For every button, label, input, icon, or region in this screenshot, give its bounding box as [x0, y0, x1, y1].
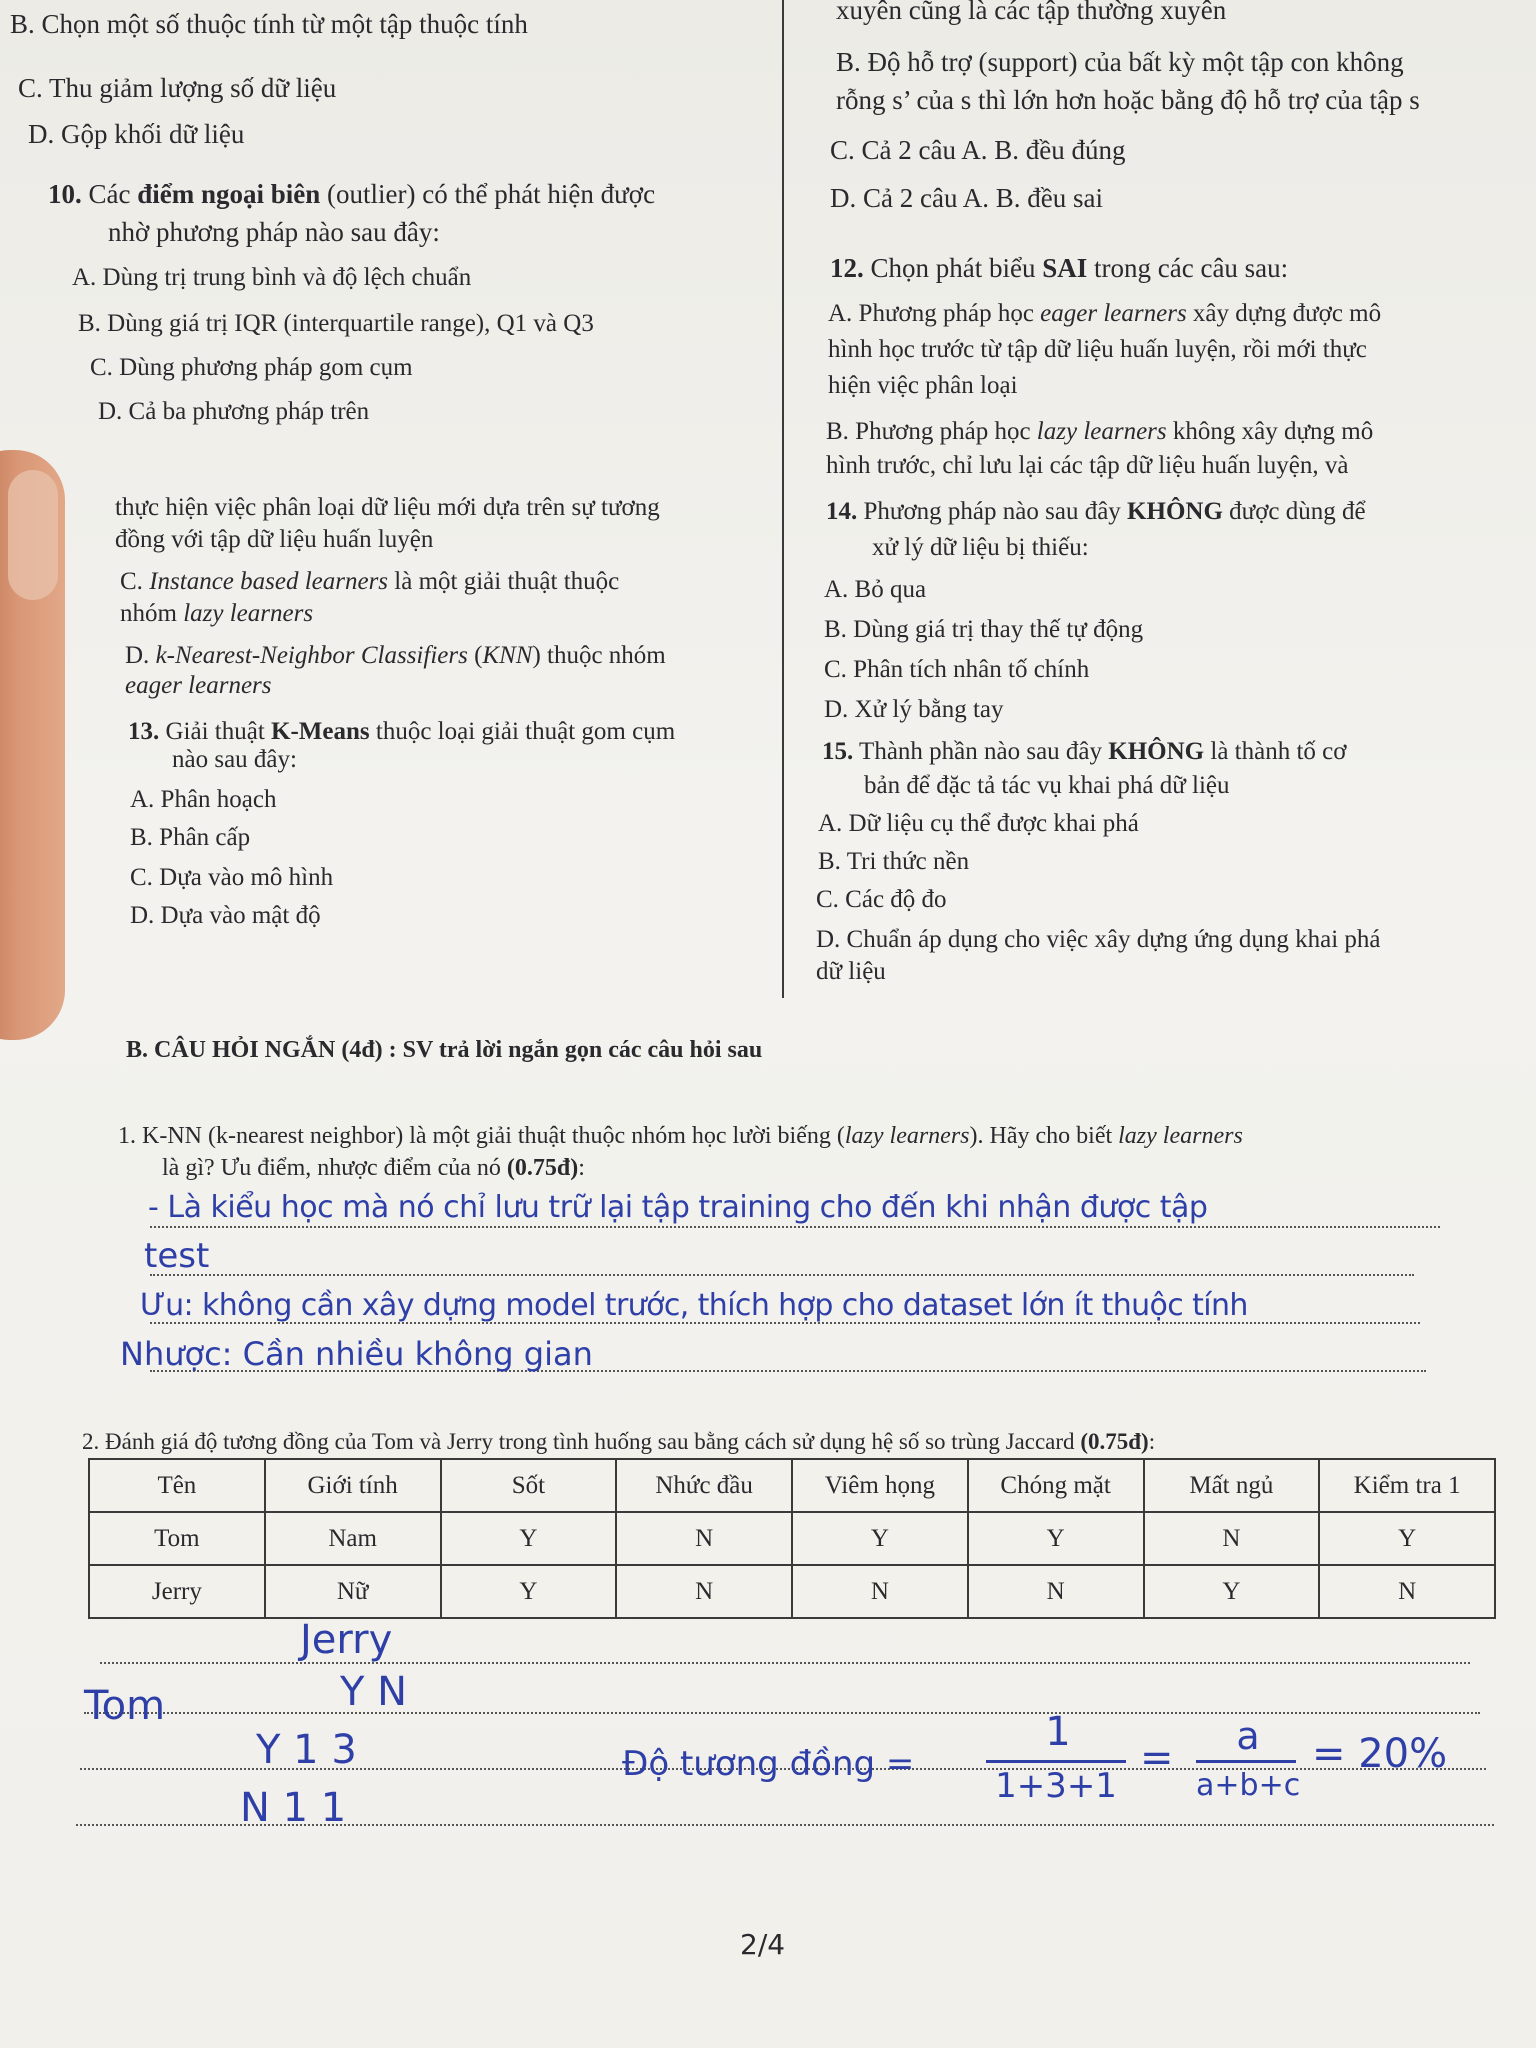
table-cell: N	[968, 1565, 1144, 1618]
handwritten-result: = 20%	[1312, 1731, 1448, 1777]
table-cell: N	[792, 1565, 968, 1618]
q12-continued-line1: thực hiện việc phân loại dữ liệu mới dựa trên sự tương	[115, 494, 660, 521]
q15-option-c: C. Các độ đo	[816, 886, 947, 913]
table-cell: Y	[1319, 1512, 1495, 1565]
table-cell: N	[616, 1512, 792, 1565]
q15-line2: bản để đặc tả tác vụ khai phá dữ liệu	[864, 772, 1230, 799]
handwritten-answer-line1: - Là kiểu học mà nó chỉ lưu trữ lại tập training cho đến khi nhận được tập	[148, 1190, 1208, 1225]
q10-text-post: (outlier) có thể phát hiện được	[320, 179, 656, 209]
q1-line2-post: :	[578, 1155, 585, 1181]
handwritten-jerry: Jerry	[300, 1617, 393, 1663]
q14-option-c: C. Phân tích nhân tố chính	[824, 656, 1090, 683]
table-cell: Nam	[265, 1512, 441, 1565]
q1-line2	[162, 1152, 585, 1184]
jaccard-table	[88, 1458, 1496, 1619]
q10-option-d: D. Cả ba phương pháp trên	[98, 398, 370, 425]
q12-option-a-line2: hình học trước từ tập dữ liệu huấn luyện, rồi mới thực	[828, 336, 1367, 363]
q10-line2: nhờ phương pháp nào sau đây:	[108, 217, 440, 247]
table-header-cell: Sốt	[441, 1459, 617, 1512]
q9-option-c: C. Thu giảm lượng số dữ liệu	[18, 73, 337, 103]
q12-text-pre: Chọn phát biểu	[863, 253, 1043, 283]
table-row	[89, 1512, 1495, 1565]
table-header-cell: Nhức đầu	[616, 1459, 792, 1512]
table-header-cell: Kiểm tra 1	[1319, 1459, 1495, 1512]
q11-option-d: D. Cả 2 câu A. B. đều sai	[830, 183, 1103, 213]
q12-text-post: trong các câu sau:	[1087, 253, 1289, 283]
q12-d-pre: D.	[125, 642, 156, 669]
table-cell: Jerry	[89, 1565, 265, 1618]
q14-question	[826, 496, 1366, 528]
handwritten-frac1-den: 1+3+1	[995, 1766, 1117, 1806]
q12-c-line2-pre: nhóm	[120, 600, 184, 627]
q10-option-c: C. Dùng phương pháp gom cụm	[90, 354, 413, 381]
q12-option-d	[125, 640, 666, 672]
table-cell: N	[1319, 1565, 1495, 1618]
q12-text-bold: SAI	[1042, 253, 1088, 283]
q13-line2: nào sau đây:	[172, 746, 297, 773]
q15-option-a: A. Dữ liệu cụ thể được khai phá	[818, 810, 1139, 837]
table-cell: N	[616, 1565, 792, 1618]
q9-option-d: D. Gộp khối dữ liệu	[28, 119, 245, 149]
q12-d-mid: (	[467, 642, 483, 669]
handwritten-answer-line4: Nhược: Cần nhiều không gian	[120, 1335, 593, 1373]
answer-line	[150, 1274, 1414, 1276]
table-header-cell: Viêm họng	[792, 1459, 968, 1512]
q12-option-b-line1	[826, 416, 1373, 448]
answer-line	[84, 1712, 1480, 1714]
q12-d-italic: k-Nearest-Neighbor Classifiers	[155, 642, 468, 669]
q12-c-post: là một giải thuật thuộc	[388, 568, 620, 595]
q15-question	[822, 736, 1346, 768]
table-header-cell: Mất ngủ	[1144, 1459, 1320, 1512]
q12-b1-italic: lazy learners	[1036, 418, 1167, 445]
q2-line-pre: 2. Đánh giá độ tương đồng của Tom và Jerry trong tình huống sau bằng cách sử dụng hệ số so trùng Jaccard	[82, 1429, 1081, 1454]
q14-option-a: A. Bỏ qua	[824, 576, 927, 603]
thumbnail-nail	[8, 470, 58, 600]
q15-text-post: là thành tố cơ	[1204, 738, 1347, 765]
q13-option-c: C. Dựa vào mô hình	[130, 864, 334, 891]
q11-option-b-line2: rỗng s’ của s thì lớn hơn hoặc bằng độ hỗ trợ của tập s	[836, 85, 1420, 115]
q15-option-d-line2: dữ liệu	[816, 958, 886, 985]
q11-option-c: C. Cả 2 câu A. B. đều đúng	[830, 135, 1126, 165]
handwritten-row-y: Y 1 3	[256, 1727, 357, 1773]
q15-number: 15.	[822, 738, 854, 765]
q2-line	[82, 1426, 1155, 1458]
section-b-title: B. CÂU HỎI NGẮN (4đ) : SV trả lời ngắn gọn các câu hỏi sau	[126, 1037, 763, 1063]
q2-line-post: :	[1148, 1429, 1156, 1454]
q15-option-d-line1: D. Chuẩn áp dụng cho việc xây dựng ứng dụng khai phá	[816, 926, 1381, 953]
q15-option-b: B. Tri thức nền	[818, 848, 970, 875]
q12-c-italic: Instance based learners	[149, 568, 389, 595]
handwritten-answer-line3: Ưu: không cần xây dựng model trước, thích hợp cho dataset lớn ít thuộc tính	[140, 1288, 1248, 1323]
q12-c-line2-italic: lazy learners	[183, 600, 314, 627]
q14-text-post: được dùng để	[1222, 498, 1366, 525]
q1-line2-bold: (0.75đ)	[506, 1155, 579, 1181]
table-cell: Tom	[89, 1512, 265, 1565]
handwritten-frac1-num: 1	[1045, 1709, 1071, 1755]
fraction-bar	[986, 1760, 1126, 1763]
q10-question	[48, 178, 655, 210]
q12-d-italic2: KNN	[482, 642, 533, 669]
q12-a1-italic: eager learners	[1040, 300, 1187, 327]
handwritten-formula-label: Độ tương đồng =	[622, 1744, 915, 1784]
q1-line1-mid: ). Hãy cho biết	[969, 1123, 1119, 1149]
fraction-bar	[1196, 1760, 1296, 1763]
table-cell: Y	[441, 1565, 617, 1618]
q12-option-a-line3: hiện việc phân loại	[828, 372, 1018, 399]
q13-text-pre: Giải thuật	[159, 718, 272, 745]
q1-line2-pre: là gì? Ưu điểm, nhược điểm của nó	[162, 1155, 507, 1181]
handwritten-tom: Tom	[84, 1683, 166, 1729]
q12-b1-post: không xây dựng mô	[1166, 418, 1374, 445]
q12-question	[830, 252, 1288, 284]
handwritten-row-n: N 1 1	[240, 1785, 347, 1831]
q13-option-a: A. Phân hoạch	[130, 786, 277, 813]
q14-text-pre: Phương pháp nào sau đây	[857, 498, 1128, 525]
q10-text-pre: Các	[88, 179, 138, 209]
q12-a1-post: xây dựng được mô	[1186, 300, 1382, 327]
q12-continued-line2: đồng với tập dữ liệu huấn luyện	[115, 526, 434, 553]
table-cell: Y	[441, 1512, 617, 1565]
q1-line1	[118, 1120, 1243, 1152]
q12-option-c	[120, 566, 619, 598]
handwritten-answer-line2: test	[144, 1236, 210, 1276]
q1-line1-italic: lazy learners	[844, 1123, 970, 1149]
q14-line2: xử lý dữ liệu bị thiếu:	[872, 534, 1089, 561]
q10-option-b: B. Dùng giá trị IQR (interquartile range), Q1 và Q3	[78, 310, 594, 337]
column-divider	[782, 0, 784, 998]
q15-text-pre: Thành phần nào sau đây	[853, 738, 1109, 765]
q13-text-post: thuộc loại giải thuật gom cụm	[369, 718, 676, 745]
q10-option-a: A. Dùng trị trung bình và độ lệch chuẩn	[72, 264, 472, 291]
q9-option-b: B. Chọn một số thuộc tính từ một tập thuộc tính	[10, 9, 528, 39]
q12-d-post: ) thuộc nhóm	[532, 642, 666, 669]
q10-text-bold: điểm ngoại biên	[137, 179, 321, 209]
q1-line1-pre: 1. K-NN (k-nearest neighbor) là một giải thuật thuộc nhóm học lười biếng (	[118, 1123, 845, 1149]
handwritten-yn-header: Y N	[340, 1669, 408, 1715]
q12-option-b-line2: hình trước, chỉ lưu lại các tập dữ liệu huấn luyện, và	[826, 452, 1349, 479]
q11-option-b-line1: B. Độ hỗ trợ (support) của bất kỳ một tập con không	[836, 47, 1404, 77]
q10-number: 10.	[48, 179, 82, 209]
q14-number: 14.	[826, 498, 858, 525]
table-cell: Nữ	[265, 1565, 441, 1618]
table-header-row	[89, 1459, 1495, 1512]
q13-option-d: D. Dựa vào mật độ	[130, 902, 321, 929]
q12-b1-pre: B. Phương pháp học	[826, 418, 1037, 445]
table-cell: Y	[968, 1512, 1144, 1565]
q15-text-bold: KHÔNG	[1108, 738, 1205, 765]
q13-number: 13.	[128, 718, 160, 745]
q13-option-b: B. Phân cấp	[130, 824, 251, 851]
handwritten-equals: =	[1140, 1735, 1174, 1781]
table-header-cell: Chóng mặt	[968, 1459, 1144, 1512]
q2-line-bold: (0.75đ)	[1080, 1429, 1149, 1454]
q12-c-pre: C.	[120, 568, 150, 595]
table-header-cell: Giới tính	[265, 1459, 441, 1512]
q12-option-c-line2	[120, 598, 313, 630]
table-header-cell: Tên	[89, 1459, 265, 1512]
table-cell: Y	[792, 1512, 968, 1565]
q14-option-d: D. Xử lý bằng tay	[824, 696, 1004, 723]
q12-number: 12.	[830, 253, 864, 283]
q13-text-bold: K-Means	[271, 718, 370, 745]
handwritten-frac2-num: a	[1236, 1714, 1260, 1758]
q12-option-a-line1	[828, 298, 1381, 330]
q14-text-bold: KHÔNG	[1127, 498, 1223, 525]
q1-line1-italic2: lazy learners	[1118, 1123, 1243, 1149]
q12-option-d-line2: eager learners	[125, 672, 272, 699]
q12-a1-pre: A. Phương pháp học	[828, 300, 1041, 327]
q14-option-b: B. Dùng giá trị thay thế tự động	[824, 616, 1144, 643]
page-number: 2/4	[740, 1928, 786, 1961]
handwritten-frac2-den: a+b+c	[1196, 1768, 1301, 1803]
table-cell: N	[1144, 1512, 1320, 1565]
table-row	[89, 1565, 1495, 1618]
table-cell: Y	[1144, 1565, 1320, 1618]
q11-continued: xuyên cũng là các tập thường xuyên	[836, 0, 1227, 25]
